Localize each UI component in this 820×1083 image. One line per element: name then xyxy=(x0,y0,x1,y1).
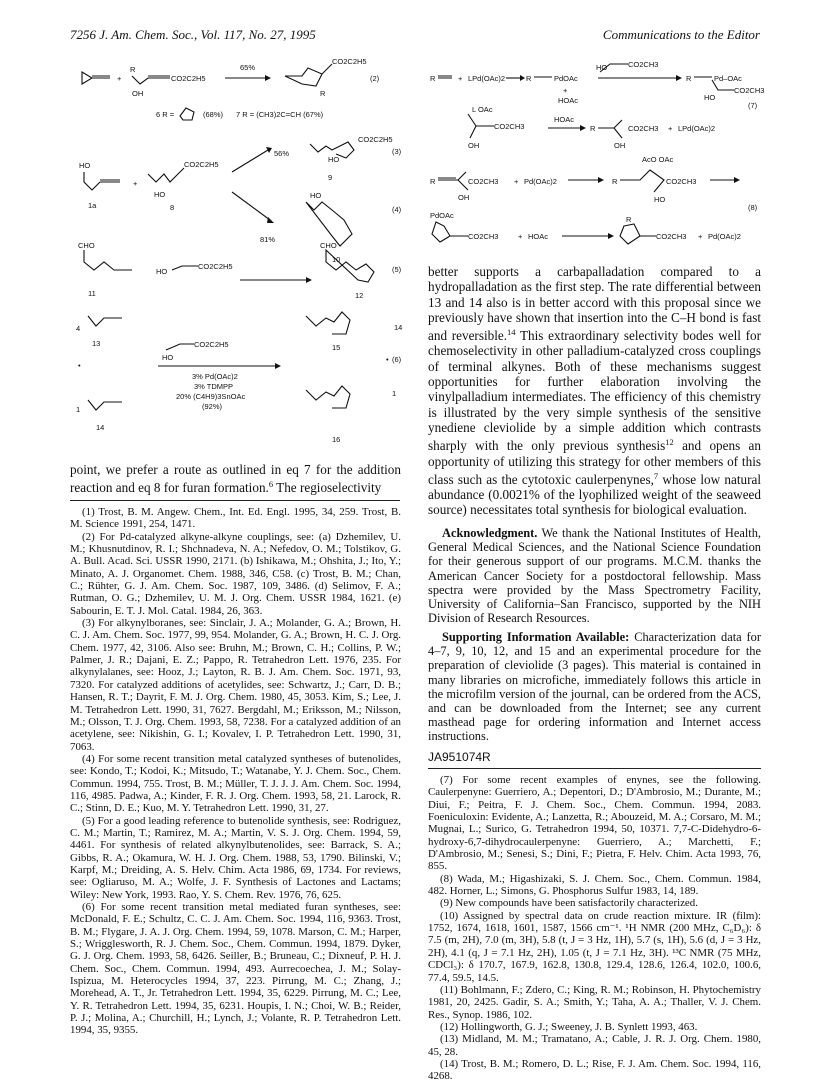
right-references xyxy=(428,774,761,1083)
eq5-ester: CO2C2H5 xyxy=(198,262,233,271)
eq8 xyxy=(430,155,758,244)
acknowledgment xyxy=(428,526,761,625)
eq8-r3: R xyxy=(626,215,632,224)
eq7-label: (7) xyxy=(748,101,758,110)
eq6-label: (6) xyxy=(392,355,402,364)
eq8-aco: AcO OAc xyxy=(642,155,674,164)
eq4-prod-ho: HO xyxy=(310,191,322,200)
eq2-note-a: 6 R = xyxy=(156,110,175,119)
ref-3: (3) For alkynylboranes, see: Sinclair, J. A.; Molander, G. A.; Brown, H. C. J. Am. Chem. Soc. 1977, 99, 954. Molander, G. A.; Brown, H. C. J. Org. Chem. 1977, 42, 3106. Also see: Bruhn, M.; Brown, C. H.; Collins, P. W.; Palmer, J. R.; Dajani, E. Z.; Pappo, R. Tetrahedron Lett. 1976, 235. For alkynylalanes, see: Hooz, J.; Layton, R. B. J. Am. Chem. Soc. 1971, 93, 7320. For catalyzed additions of acetylides, see: Schwartz, J.; Carr, D. B.; Hansen, R. T.; Dayrit, F. M. J. Org. Chem. 1980, 45, 3053. Kim, S.; Lee, J. M. Tetrahedron Lett. 1990, 31, 7627. Bergdahl, M.; Eriksson, M.; Nilsson, M.; Olsson, T. J. Org. Chem. 1993, 58, 7238. For a catalyzed addition of an acetylene, see: Nikishin, G. I.; Kovalev, I. P. Tetrahedron Lett. 1990, 31, 7063. xyxy=(70,617,401,753)
eq7-mid-hoac: HOAc xyxy=(554,115,575,124)
cmpd-8: 8 xyxy=(170,203,175,212)
eq6-num1b: 1 xyxy=(392,389,397,398)
ref-4: (4) For some recent transition metal catalyzed syntheses of butenolides, see: Kondo, T.; Kodoi, K.; Mitsudo, T.; Watanabe, Y. J. Chem. Soc., Chem. Commun. 1994, 755. Trost, B. M.; Müller, T. J. J. J. Am. Chem. Soc. 1994, 116, 4985. Padwa, A.; Kinder, F. R. J. Org. Chem. 1993, 58, 21. Larock, R. C.; Stinn, D. E.; Kuo, M. Y. Tetrahedron Lett. 1990, 31, 27. xyxy=(70,752,401,815)
eq7-pd: PdOAc xyxy=(554,74,578,83)
eq6-cond2: 3% TDMPP xyxy=(194,382,234,391)
cmpd-9: 9 xyxy=(328,173,333,182)
eq6-ester: CO2C2H5 xyxy=(194,340,229,349)
eq3-ester: CO2C2H5 xyxy=(184,160,219,169)
left-schemes xyxy=(70,50,410,450)
right-schemes xyxy=(428,50,768,250)
ack-text: We thank the National Institutes of Health, General Medical Sciences, and the National Science Foundation for their generous support of our programs. M.C.M. thanks the American Cancer Society for a postdoctoral fellowship. Mass spectra were provided by the Mass Spectrometry Facility, University of California–San Francisco, supported by the NIH Division of Research Resources. xyxy=(428,526,761,626)
eq5-cho: CHO xyxy=(78,241,95,250)
eq7-mid-pd: L OAc xyxy=(472,105,493,114)
eq7-top-ester: CO2CH3 xyxy=(628,60,659,69)
eq5-ho: HO xyxy=(156,267,168,276)
ref-9: (9) New compounds have been satisfactorily characterized. xyxy=(440,897,698,910)
eq8-r1: R xyxy=(430,177,436,186)
eq8-label: (8) xyxy=(748,203,758,212)
left-footnote-rule xyxy=(70,500,400,501)
cmpd-13: 13 xyxy=(92,339,101,348)
left-references xyxy=(70,506,401,1037)
ref-13: (13) Midland, M. M.; Tramatano, A.; Cable, J. R. J. Org. Chem. 1980, 45, 28. xyxy=(428,1033,761,1058)
eq6-dot: • xyxy=(78,361,81,370)
eq7-r3: R xyxy=(686,74,692,83)
eq3-plus: + xyxy=(133,179,138,188)
eq5-label: (5) xyxy=(392,265,402,274)
running-header xyxy=(70,27,760,43)
supp-text: Characterization data for 4–7, 9, 10, 12, and 15 and an experimental procedure for the preparation of cleviolide (3 pages). This material is contained in many libraries on microfiche, immediately follows this article in the microfilm version of the journal, can be ordered from the ACS, and can be downloaded from the Internet; see any current masthead page for ordering information and Internet access instructions. xyxy=(428,630,762,744)
eq2-r: R xyxy=(130,65,136,74)
eq6-cond3: 20% (C4H9)3SnOAc xyxy=(176,392,246,401)
eq8-ester3: CO2CH3 xyxy=(468,232,499,241)
cmpd-11: 11 xyxy=(88,289,96,298)
cmpd-16: 16 xyxy=(332,435,341,444)
cmpd-12: 12 xyxy=(355,291,364,300)
eq6-ho: HO xyxy=(162,353,174,362)
eq6-cond4: (92%) xyxy=(202,402,223,411)
eq7-ester2: CO2CH3 xyxy=(734,86,765,95)
eq3-ho: HO xyxy=(79,161,91,170)
ref-12: (12) Hollingworth, G. J.; Sweeney, J. B. Synlett 1993, 463. xyxy=(440,1020,698,1033)
eq5-prod-cho: CHO xyxy=(320,241,337,250)
eq8-oh: OH xyxy=(458,193,470,202)
eq7-r2: R xyxy=(526,74,532,83)
eq8-hoac: HOAc xyxy=(528,232,549,241)
ref-10: (10) Assigned by spectral data on crude reaction mixture. IR (film): 1752, 1674, 1618, 1601, 1587, 1566 cm⁻¹. ¹H NMR (200 MHz, C₆D₆): δ 7.5 (m, 2H), 7.0 (m, 3H), 5.8 (t, J = 3 Hz, 1H), 5.7 (s, 1H), 5.6 (d, J = 3 Hz, 2H), 4.1 (q, J = 7.1 Hz, 2H), 1.05 (t, J = 7.1 Hz, 3H). ¹³C NMR (75 MHz, CDCl₃): δ 170.7, 167.9, 162.8, 130.8, 129.4, 128.6, 126.4, 102.0, 100.6, 77.4, 59.5, 14.5. xyxy=(428,909,761,984)
eq3-eq4 xyxy=(79,135,402,264)
right-footnote-rule xyxy=(428,768,761,769)
right-schemes-svg xyxy=(428,50,768,250)
eq7-r4: R xyxy=(590,124,596,133)
eq8-r2: R xyxy=(612,177,618,186)
eq2-oh: OH xyxy=(132,89,144,98)
eq2-note-c: 7 R = (CH3)2C=CH (67%) xyxy=(236,110,324,119)
ref-14: (14) Trost, B. M.; Romero, D. L.; Rise, F. J. Am. Chem. Soc. 1994, 116, 4268. xyxy=(428,1057,761,1083)
eq8-plus: + xyxy=(514,177,519,186)
eq6-num4: 4 xyxy=(76,324,81,333)
eq6-cond1: 3% Pd(OAc)2 xyxy=(192,372,238,381)
cmpd-10: 10 xyxy=(332,255,341,264)
supp-heading: Supporting Information Available: xyxy=(442,630,630,644)
eq2-yield: 65% xyxy=(240,63,256,72)
ref-2: (2) For Pd-catalyzed alkyne-alkyne couplings, see: (a) Dzhemilev, U. M.; Khusnutdinov, R. I.; Shchnadeva, N. A.; Nefedov, O. M.; Tolstikov, G. A. Bull. Acad. Sci. USSR 1990, 2171. (b) Ishikawa, M.; Ohshita, J.; Ito, Y.; Minato, A. J. Organomet. Chem. 1988, 346, C58. (c) Trost, B. M.; Chan, C.; Rühter, G. J. Am. Chem. Soc. 1987, 109, 3486. (d) Selimov, F. A.; Rutman, O. G.; Dzhemilev, U. M. J. Org. Chem. USSR 1984, 1621. (e) Sabourin, E. T. J. Mol. Catal. 1984, 26, 363. xyxy=(70,530,401,617)
eq8-plus3: + xyxy=(698,232,703,241)
eq2-label: (2) xyxy=(370,74,380,83)
eq5 xyxy=(78,241,402,300)
ack-heading: Acknowledgment. xyxy=(442,526,538,540)
eq8-pd: Pd(OAc)2 xyxy=(524,177,557,186)
eq6-num1: 1 xyxy=(76,405,81,414)
left-body-text xyxy=(70,462,401,496)
eq3-yield: 56% xyxy=(274,149,290,158)
left-paragraph: point, we prefer a route as outlined in eq 7 for the addition reaction and eq 8 for furan formation.$^6$ The regioselectivity xyxy=(70,462,401,496)
eq3-prod-ho: HO xyxy=(328,155,340,164)
eq7-plus: + xyxy=(458,74,463,83)
eq2 xyxy=(82,57,380,120)
ref-1: (1) Trost, B. M. Angew. Chem., Int. Ed. Engl. 1995, 34, 259. Trost, B. M. Science 1991, 254, 1471. xyxy=(70,506,401,531)
eq8-pd2: Pd(OAc)2 xyxy=(708,232,741,241)
eq7-top-ho: HO xyxy=(596,63,608,72)
eq7-hoac: HOAc xyxy=(558,96,579,105)
eq7-r1: R xyxy=(430,74,436,83)
ja-code: JA951074R xyxy=(428,750,491,764)
ref-8: (8) Wada, M.; Higashizaki, S. J. Chem. Soc., Chem. Commun. 1984, 482. Horner, L.; Simons, G. Phosphorus Sulfur 1983, 14, 189. xyxy=(428,872,761,898)
right-paragraph-1: better supports a carbapalladation compared to a hydropalladation as the first step. The rate differential between 13 and 14 also is in better accord with this proposal since we previously have shown that insertion into the C–H bond is fast and reversible.$^{14}$ This extraordinary selectivity bodes well for chemoselectivity in other palladium-catalyzed cross couplings of terminal alkynes. Both of these mechanisms suggest opportunities for further elaboration involving the vinylpalladium intermediates. The efficiency of this chemistry is illustrated by the very simple synthesis of the sensitive ynediene cleviolide by a simple addition which contrasts sharply with the only previous synthesis$^{12}$ and opens an opportunity of utilizing this strategy for other members of this class such as the cytotoxic caulerpenynes,$^7$ whose low natural abundance (0.0021% of the lyophilized weight of the seaweed source) necessitates total synthesis for biological evaluation. xyxy=(428,264,761,518)
eq4-label: (4) xyxy=(392,205,402,214)
eq7-mid-ester: CO2CH3 xyxy=(494,122,525,131)
eq8-plus2: + xyxy=(518,232,523,241)
eq7-pd2: Pd–OAc xyxy=(714,74,742,83)
eq7-ester3: CO2CH3 xyxy=(628,124,659,133)
eq2-plus: + xyxy=(117,74,122,83)
eq7-mid-oh: OH xyxy=(468,141,480,150)
eq7 xyxy=(430,60,764,150)
supporting-info xyxy=(428,630,761,744)
eq6-dot2: • xyxy=(386,355,389,364)
eq3-label: (3) xyxy=(392,147,402,156)
eq7-plus3: + xyxy=(668,124,673,133)
eq2-prod-ester: CO2C2H5 xyxy=(332,57,367,66)
ref-5: (5) For a good leading reference to butenolide synthesis, see: Rodriguez, C. M.; Martin, T.; Ramirez, M. A.; Martin, V. S. J. Org. Chem. 1994, 59, 4461. For synthesis of related alkynylbutenolides, see: Barrack, S. A.; Gibbs, R. A.; Okamura, W. H. J. Org. Chem. 1988, 53, 1790. Bilinski, V.; Karpf, M.; Dreiding, A. S. Helv. Chim. Acta 1986, 69, 1734. For reviews, see: Ogliaruso, M. A.; Wolfe, J. F. Synthesis of Lactones and Lactams; Wiley: New York, 1993. Rao, Y. S. Chem. Rev. 1976, 76, 625. xyxy=(70,814,401,901)
eq3-ho2: HO xyxy=(154,190,166,199)
eq7-reagent2: LPd(OAc)2 xyxy=(678,124,716,133)
ref-7: (7) For some recent examples of enynes, see the following. Caulerpenyne: Guerriero, A.; Depentori, D.; D'Ambrosio, M.; Durante, M.; Diui, F.; Peitra, F. J. Chem. Soc., Chem. Commun. 1994, 2083. Foeniculoxin: Evidente, A.; Lanzetta, R.; Abouzeid, M. A.; Corsaro, M. M.; Mugnai, L.; Surico, G. Tetrahedron 1994, 50, 10371. 7,7-C-Didehydro-6-hydroxy-6,7-dihydrocaulerpenyne: Guerriero, A.; Marchetti, F.; D'Ambrosio, M.; Senesi, S.; Dini, F.; Pietra, F. Helv. Chim. Acta 1993, 76, 855. xyxy=(428,774,761,873)
eq8-ester2: CO2CH3 xyxy=(666,177,697,186)
ref-11: (11) Bohlmann, F.; Zdero, C.; King, R. M.; Robinson, H. Phytochemistry 1981, 20, 2425. Gadir, S. A.; Smith, Y.; Taha, A. A.; Thaller, V. J. Chem. Res., Synop. 1986, 102. xyxy=(428,983,761,1021)
eq2-prod-r: R xyxy=(320,89,326,98)
cmpd-1a: 1a xyxy=(88,201,97,210)
header-section: Communications to the Editor xyxy=(602,27,760,42)
right-body-text xyxy=(428,264,761,518)
eq7-reagent: LPd(OAc)2 xyxy=(468,74,506,83)
cmpd-15: 15 xyxy=(332,343,341,352)
cmpd-14: 14 xyxy=(96,423,105,432)
eq3-prod-ester: CO2C2H5 xyxy=(358,135,393,144)
eq7-plus2: + xyxy=(563,86,568,95)
eq6-num14: 14 xyxy=(394,323,403,332)
eq6 xyxy=(76,312,402,444)
ref-6: (6) For some recent transition metal mediated furan syntheses, see: McDonald, F. E.; Schultz, C. C. J. Am. Chem. Soc. 1994, 116, 9363. Trost, B. M.; Flygare, J. A. J. Org. Chem. 1994, 59, 1078. Marson, C. M.; Harper, S.; Wrigglesworth, R. J. Chem. Soc., Chem. Commun. 1994, 1879. Dyker, G. J. Org. Chem. 1993, 58, 6426. Seiller, B.; Bruneau, C.; Dixneuf, P. H. J. Chem. Soc., Chem. Commun. 1994, 493. Aurrecoechea, J. M.; Solay-Ispizua, M. Heterocycles 1994, 37, 223. Pirrung, M. C.; Zhang, J.; Morehead, A. T., Jr. Tetrahedron Lett. 1994, 35, 6229. Pirrung, M. C.; Lee, Y. R. Tetrahedron Lett. 1994, 35, 6231. Houpis, I. N.; Choi, W. B.; Reider, P. J.; Molina, A.; Churchill, H.; Lynch, J.; Volante, R. P. Tetrahedron Lett. 1994, 35, 9355. xyxy=(70,901,401,1037)
eq7-ho2: HO xyxy=(704,93,716,102)
eq8-ester: CO2CH3 xyxy=(468,177,499,186)
eq8-pdoac: PdOAc xyxy=(430,211,454,220)
eq2-ester: CO2C2H5 xyxy=(171,74,206,83)
eq8-ester4: CO2CH3 xyxy=(656,232,687,241)
eq7-oh3: OH xyxy=(614,141,626,150)
eq8-ho: HO xyxy=(654,195,666,204)
header-journal: 7256 J. Am. Chem. Soc., Vol. 117, No. 27, 1995 xyxy=(70,27,316,42)
left-schemes-svg xyxy=(70,50,410,450)
eq2-note-b: (68%) xyxy=(203,110,224,119)
eq4-yield: 81% xyxy=(260,235,276,244)
